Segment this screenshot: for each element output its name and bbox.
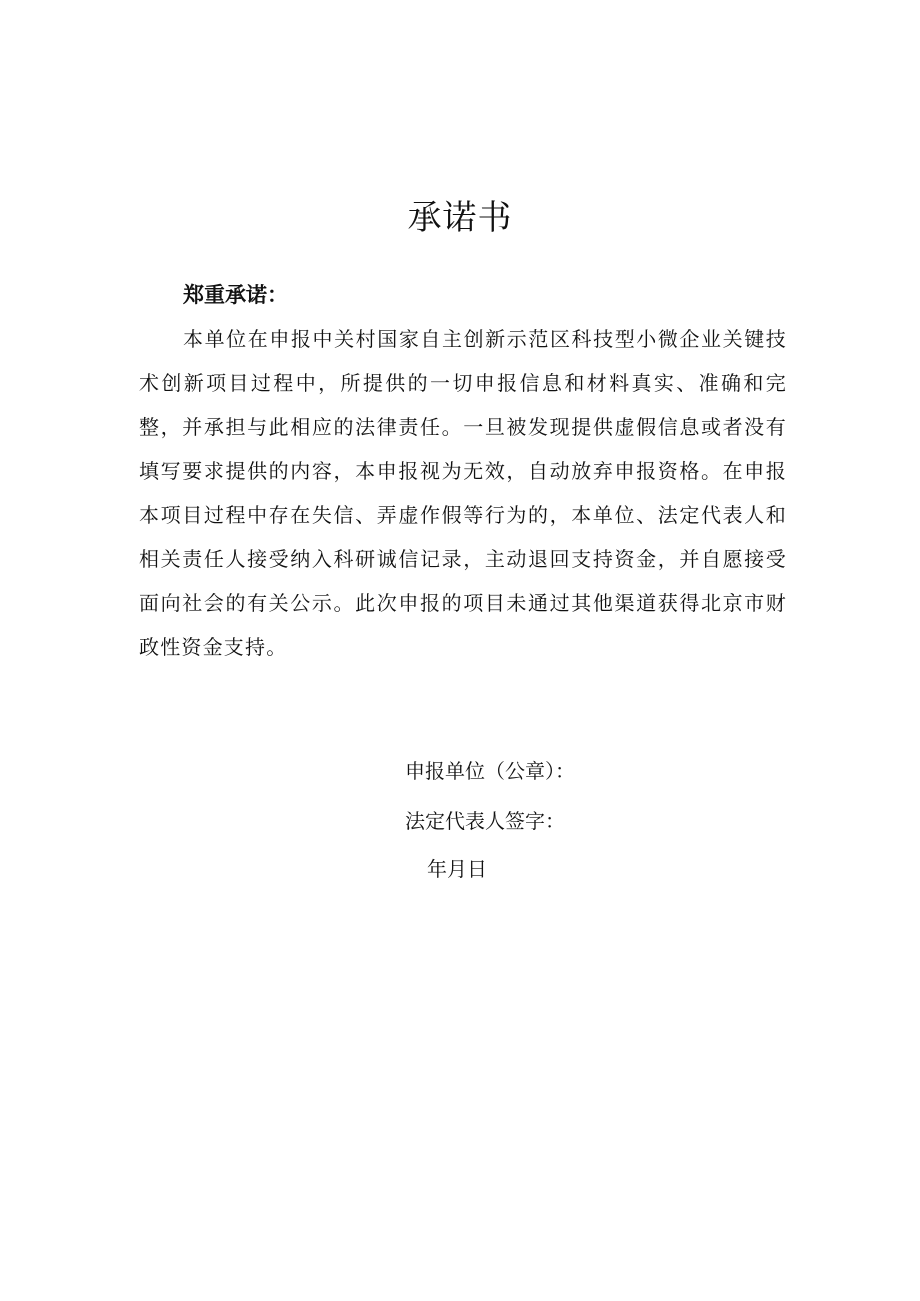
applicant-unit-seal-label: 申报单位（公章）：	[405, 759, 575, 783]
document-title: 承诺书	[407, 198, 513, 238]
salutation: 郑重承诺：	[183, 283, 288, 307]
date-label: 年月日	[427, 857, 487, 881]
commitment-body: 本单位在申报中关村国家自主创新示范区科技型小微企业关键技术创新项目过程中，所提供的一切申报信息和材料真实、准确和完整，并承担与此相应的法律责任。一旦被发现提供虚假信息或者没有填写要求提供的内容，本申报视为无效，自动放弃申报资格。在申报本项目过程中存在失信、弄虚作假等行为的，本单位、法定代表人和相关责任人接受纳入科研诚信记录，主动退回支持资金，并自愿接受面向社会的有关公示。此次申报的项目未通过其他渠道获得北京市财政性资金支持。	[139, 327, 787, 659]
legal-representative-signature-label: 法定代表人签字：	[405, 809, 565, 833]
